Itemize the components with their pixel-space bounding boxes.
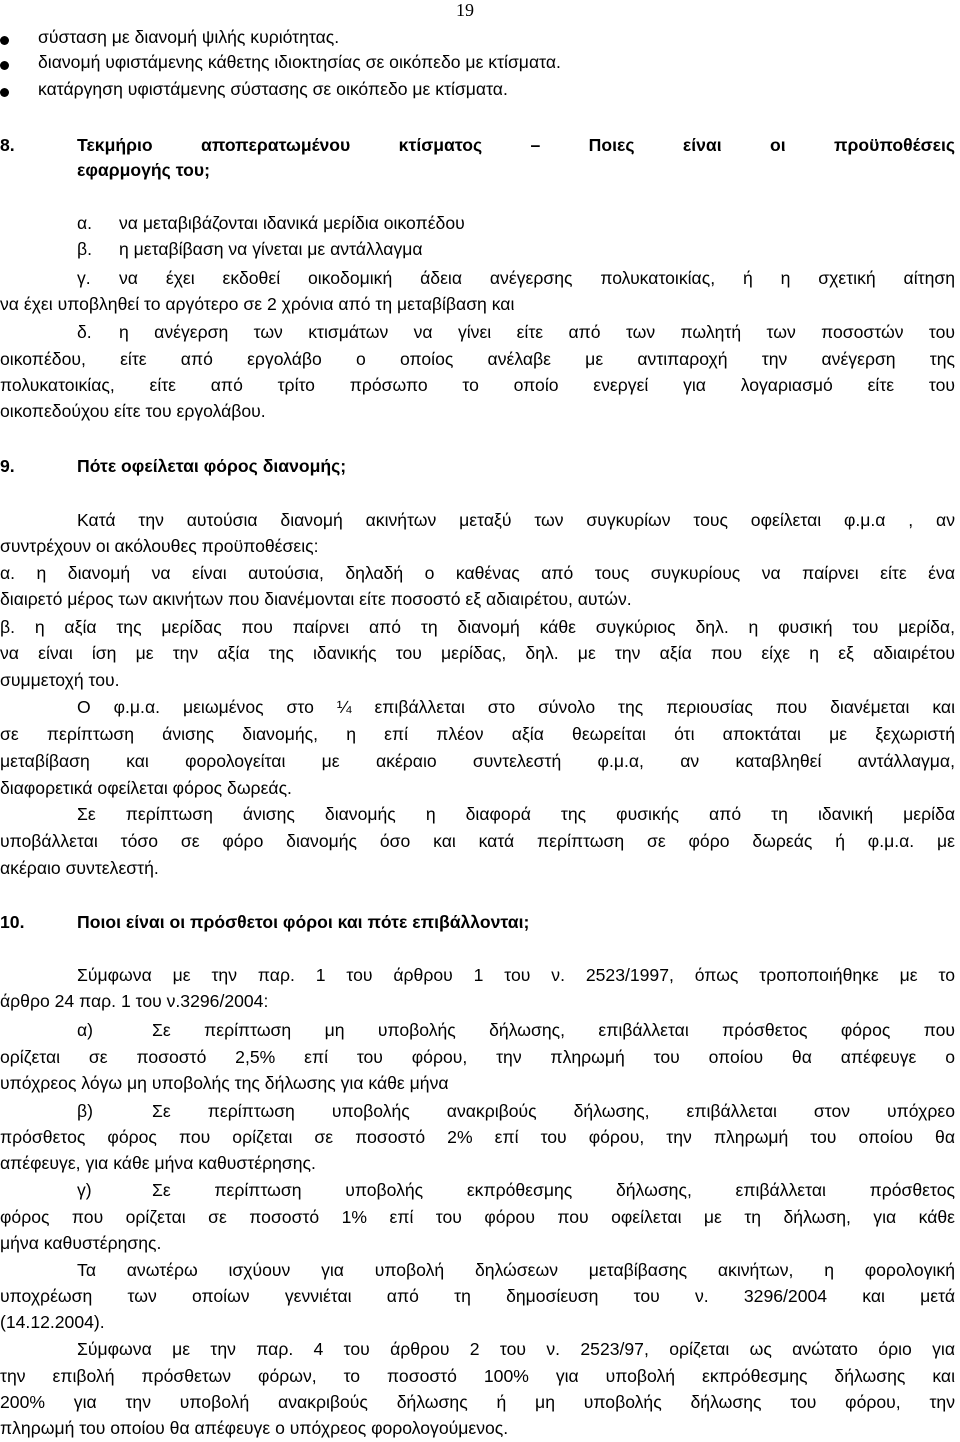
- item-text: η μεταβίβαση να γίνεται με αντάλλαγμα: [119, 239, 423, 259]
- item-text: οικοπεδούχου είτε του εργολάβου.: [0, 401, 266, 421]
- paragraph-line: συντρέχουν οι ακόλουθες προϋποθέσεις:: [0, 536, 319, 556]
- section-8-number: 8.: [0, 135, 15, 155]
- paragraph-line: την επιβολή πρόσθετων φόρων, το ποσοστό 100% για υποβολή εκπρόθεσμης δήλωσης και: [0, 1366, 955, 1386]
- bullet-item: διανομή υφιστάμενης κάθετης ιδιοκτησίας σε οικόπεδο με κτίσματα.: [38, 52, 561, 72]
- paragraph-line: άρθρο 24 παρ. 1 του ν.3296/2004:: [0, 991, 269, 1011]
- item-marker: α.: [77, 213, 93, 233]
- section-8-title: Τεκμήριο αποπερατωμένου κτίσματος – Ποιες είναι οι προϋποθέσεις: [77, 135, 955, 155]
- paragraph-line: Σε περίπτωση μη υποβολής δήλωσης, επιβάλλεται πρόσθετος φόρος που: [152, 1020, 955, 1040]
- paragraph-line: ορίζεται σε ποσοστό 2,5% επί του φόρου, την πληρωμή του οποίου θα απέφευγε ο: [0, 1047, 955, 1067]
- paragraph-line: υποβάλλεται τόσο σε φόρο διανομής όσο και κατά περίπτωση σε φόρο δωρεάς ή φ.μ.α. με: [0, 831, 955, 851]
- paragraph-line: α. η διανομή να είναι αυτούσια, δηλαδή ο καθένας από τους συγκυρίους να παίρνει είτε ένα: [0, 563, 955, 583]
- item-marker: δ.: [77, 322, 92, 342]
- paragraph-line: συμμετοχή του.: [0, 670, 120, 690]
- paragraph-line: πληρωμή του οποίου θα απέφευγε ο υπόχρεος φορολογούμενος.: [0, 1418, 509, 1438]
- bullet-icon: [0, 61, 9, 70]
- section-9-title: Πότε οφείλεται φόρος διανομής;: [77, 456, 347, 476]
- paragraph-line: υποχρέωση των οποίων γεννιέται από τη δημοσίευση του ν. 3296/2004 και μετά: [0, 1286, 955, 1306]
- bullet-item: κατάργηση υφιστάμενης σύστασης σε οικόπεδο με κτίσματα.: [38, 79, 508, 99]
- paragraph-line: Κατά την αυτούσια διανομή ακινήτων μεταξύ των συγκυρίων τους οφείλεται φ.μ.α , αν: [77, 510, 955, 530]
- item-text: οικοπέδου, είτε από εργολάβο ο οποίος ανέλαβε με αντιπαροχή την ανέγερση της: [0, 349, 955, 369]
- paragraph-line: πρόσθετος φόρος που ορίζεται σε ποσοστό 2% επί του φόρου, την πληρωμή του οποίου θα: [0, 1127, 955, 1147]
- section-8-title-cont: εφαρμογής του;: [77, 160, 210, 180]
- paragraph-line: απέφευγε, για κάθε μήνα καθυστέρησης.: [0, 1153, 316, 1173]
- paragraph-line: Σύμφωνα με την παρ. 4 του άρθρου 2 του ν. 2523/97, ορίζεται ως ανώτατο όριο για: [77, 1339, 955, 1359]
- paragraph-line: μεταβίβαση και φορολογείται με ακέραιο συντελεστή φ.μ.α, αν καταβληθεί αντάλλαγμα,: [0, 751, 955, 771]
- paragraph-line: Σε περίπτωση υποβολής εκπρόθεσμης δήλωσης, επιβάλλεται πρόσθετος: [152, 1180, 955, 1200]
- bullet-item: σύσταση με διανομή ψιλής κυριότητας.: [38, 27, 340, 47]
- item-marker: γ): [77, 1180, 92, 1200]
- paragraph-line: Σε περίπτωση υποβολής ανακριβούς δήλωσης, επιβάλλεται στον υπόχρεο: [152, 1101, 955, 1121]
- item-marker: γ.: [77, 268, 91, 288]
- item-text: να έχει υποβληθεί το αργότερο σε 2 χρόνια από τη μεταβίβαση και: [0, 294, 515, 314]
- item-marker: α): [77, 1020, 94, 1040]
- section-10-title: Ποιοι είναι οι πρόσθετοι φόροι και πότε επιβάλλονται;: [77, 912, 530, 932]
- item-text: να μεταβιβάζονται ιδανικά μερίδια οικοπέδου: [119, 213, 465, 233]
- section-9-number: 9.: [0, 456, 15, 476]
- bullet-icon: [0, 36, 9, 45]
- item-text: πολυκατοικίας, είτε από τρίτο πρόσωπο το οποίο ενεργεί για λογαριασμό είτε του: [0, 375, 955, 395]
- page-number: 19: [456, 0, 474, 20]
- paragraph-line: (14.12.2004).: [0, 1312, 105, 1332]
- section-10-number: 10.: [0, 912, 25, 932]
- paragraph-line: να είναι ίση με την αξία της ιδανικής του μερίδας, δηλ. με την αξία που είχε η εξ αδιαιρέτου: [0, 643, 955, 663]
- paragraph-line: Σύμφωνα με την παρ. 1 του άρθρου 1 του ν. 2523/1997, όπως τροποποιήθηκε με το: [77, 965, 955, 985]
- paragraph-line: ακέραιο συντελεστή.: [0, 858, 159, 878]
- item-text: η ανέγερση των κτισμάτων να γίνει είτε από των πωλητή των ποσοστών του: [119, 322, 955, 342]
- paragraph-line: φόρος που ορίζεται σε ποσοστό 1% επί του φόρου που οφείλεται με τη δήλωση, για κάθε: [0, 1207, 955, 1227]
- paragraph-line: Ο φ.μ.α. μειωμένος στο ¼ επιβάλλεται στο σύνολο της περιουσίας που διανέμεται και: [77, 697, 955, 717]
- paragraph-line: 200% για την υποβολή ανακριβούς δήλωσης ή μη υποβολής δήλωσης του φόρου, την: [0, 1392, 955, 1412]
- item-marker: β): [77, 1101, 93, 1121]
- paragraph-line: β. η αξία της μερίδας που παίρνει από τη διανομή κάθε συγκύριος δηλ. η φυσική του μερίδα,: [0, 617, 955, 637]
- paragraph-line: υπόχρεος λόγω μη υποβολής της δήλωσης για κάθε μήνα: [0, 1073, 449, 1093]
- paragraph-line: διαφορετικά οφείλεται φόρος δωρεάς.: [0, 778, 292, 798]
- paragraph-line: Σε περίπτωση άνισης διανομής η διαφορά της φυσικής από τη ιδανική μερίδα: [77, 804, 955, 824]
- item-text: να έχει εκδοθεί οικοδομική άδεια ανέγερσης πολυκατοικίας, ή η σχετική αίτηση: [119, 268, 955, 288]
- item-marker: β.: [77, 239, 93, 259]
- bullet-icon: [0, 88, 9, 97]
- paragraph-line: Τα ανωτέρω ισχύουν για υποβολή δηλώσεων μεταβίβασης ακινήτων, η φορολογική: [77, 1260, 955, 1280]
- paragraph-line: διαιρετό μέρος των ακινήτων που διανέμονται είτε ποσοστό εξ αδιαιρέτου, αυτών.: [0, 589, 632, 609]
- paragraph-line: μήνα καθυστέρησης.: [0, 1233, 162, 1253]
- paragraph-line: σε περίπτωση άνισης διανομής, η επί πλέον αξία θεωρείται ότι αποκτάται με ξεχωριστή: [0, 724, 955, 744]
